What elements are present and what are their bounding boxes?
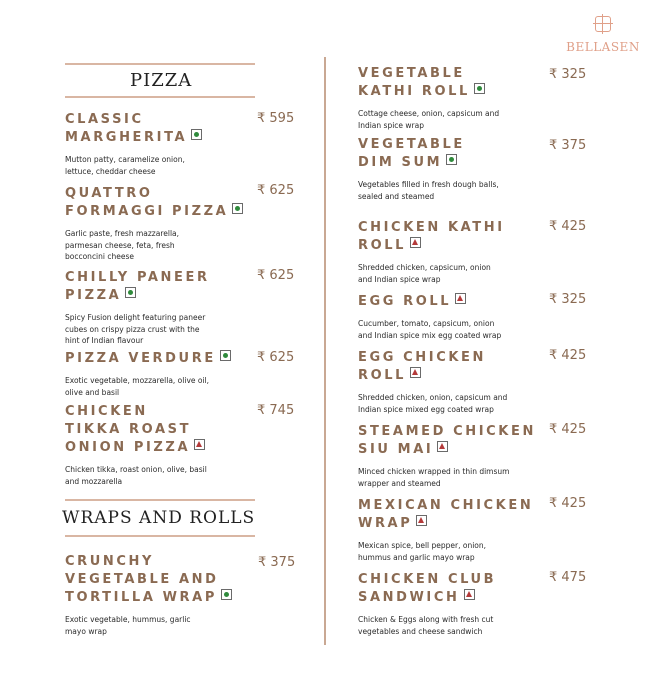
item-description: Shredded chicken, onion, capsicum and Indian spice mixed egg coated wrap: [358, 393, 508, 414]
item-description: Chicken tikka, roast onion, olive, basil and mozzarella: [65, 465, 207, 486]
menu-item-chicken-tikka-roast-onion-pizza: [65, 403, 250, 487]
item-price: ₹ 425: [549, 219, 587, 234]
section-title-pizza: PIZZA: [130, 70, 193, 91]
item-price: ₹ 595: [257, 111, 295, 126]
brand-logo: [563, 14, 643, 54]
item-description: Mexican spice, bell pepper, onion, hummus and garlic mayo wrap: [358, 541, 487, 562]
item-name: CHICKEN CLUB SANDWICH: [358, 572, 497, 605]
item-name: EGG CHICKEN ROLL: [358, 350, 486, 383]
veg-icon: [125, 287, 136, 298]
item-price: ₹ 625: [257, 268, 295, 283]
menu-item-vegetable-kathi-roll: [358, 65, 543, 131]
section-rule-top: [65, 499, 255, 501]
item-name: MEXICAN CHICKEN WRAP: [358, 498, 534, 531]
item-description: Cucumber, tomato, capsicum, onion and Indian spice mix egg coated wrap: [358, 319, 502, 340]
veg-icon: [221, 589, 232, 600]
item-description: Spicy Fusion delight featuring paneer cubes on crispy pizza crust with the hint of Indian flavour: [65, 313, 206, 345]
menu-item-quattro-formaggi: [65, 185, 255, 263]
item-name: CHICKEN TIKKA ROAST ONION PIZZA: [65, 403, 250, 457]
veg-icon: [232, 203, 243, 214]
item-description: Cottage cheese, onion, capsicum and Indian spice wrap: [358, 109, 500, 130]
item-name: CHICKEN KATHI ROLL: [358, 220, 505, 253]
item-description: Mutton patty, caramelize onion, lettuce, cheddar cheese: [65, 155, 185, 176]
veg-icon: [191, 129, 202, 140]
menu-item-egg-chicken-roll: [358, 349, 543, 415]
item-price: ₹ 475: [549, 570, 587, 585]
menu-item-chilly-paneer-pizza: [65, 269, 250, 347]
item-price: ₹ 425: [549, 422, 587, 437]
veg-icon: [220, 350, 231, 361]
menu-item-steamed-chicken-siu-mai: [358, 423, 543, 489]
item-name: CLASSIC MARGHERITA: [65, 111, 250, 147]
menu-item-vegetable-dim-sum: [358, 136, 543, 202]
item-name: QUATTRO FORMAGGI PIZZA: [65, 185, 255, 221]
item-price: ₹ 375: [549, 138, 587, 153]
non-veg-icon: [455, 293, 466, 304]
item-price: ₹ 425: [549, 496, 587, 511]
menu-item-classic-margherita: [65, 111, 250, 177]
item-name: CHILLY PANEER PIZZA: [65, 270, 210, 303]
non-veg-icon: [416, 515, 427, 526]
menu-item-pizza-verdure: [65, 350, 255, 398]
non-veg-icon: [464, 589, 475, 600]
non-veg-icon: [194, 439, 205, 450]
item-description: Exotic vegetable, hummus, garlic mayo wrap: [65, 615, 191, 636]
item-description: Garlic paste, fresh mazzarella, parmesan cheese, feta, fresh bocconcini cheese: [65, 229, 180, 261]
veg-icon: [446, 154, 457, 165]
menu-item-crunchy-vegetable-tortilla-wrap: [65, 553, 255, 637]
item-price: ₹ 325: [549, 67, 587, 82]
item-price: ₹ 745: [257, 403, 295, 418]
item-name: CRUNCHY VEGETABLE AND TORTILLA WRAP: [65, 553, 255, 607]
non-veg-icon: [437, 441, 448, 452]
item-name: STEAMED CHICKEN SIU MAI: [358, 424, 536, 457]
item-description: Shredded chicken, capsicum, onion and Indian spice wrap: [358, 263, 491, 284]
section-rule-top: [65, 63, 255, 65]
item-price: ₹ 625: [257, 350, 295, 365]
item-name: EGG ROLL: [358, 293, 543, 311]
item-name: VEGETABLE DIM SUM: [358, 137, 465, 170]
menu-item-chicken-kathi-roll: [358, 219, 543, 285]
item-price: ₹ 625: [257, 183, 295, 198]
section-title-wraps-and-rolls: WRAPS AND ROLLS: [62, 508, 256, 528]
logo-icon: [593, 14, 613, 34]
item-description: Chicken & Eggs along with fresh cut vegetables and cheese sandwich: [358, 615, 494, 636]
non-veg-icon: [410, 237, 421, 248]
menu-item-egg-roll: [358, 293, 543, 341]
item-description: Minced chicken wrapped in thin dimsum wrapper and steamed: [358, 467, 510, 488]
non-veg-icon: [410, 367, 421, 378]
brand-name: BELLASEN: [566, 40, 640, 54]
menu-item-chicken-club-sandwich: [358, 571, 543, 637]
item-price: ₹ 425: [549, 348, 587, 363]
section-rule-bottom: [65, 96, 255, 98]
item-name: PIZZA VERDURE: [65, 350, 255, 368]
veg-icon: [474, 83, 485, 94]
item-price: ₹ 375: [258, 555, 296, 570]
menu-item-mexican-chicken-wrap: [358, 497, 543, 563]
section-rule-bottom: [65, 535, 255, 537]
item-description: Exotic vegetable, mozzarella, olive oil, olive and basil: [65, 376, 210, 397]
item-description: Vegetables filled in fresh dough balls, sealed and steamed: [358, 180, 499, 201]
item-price: ₹ 325: [549, 292, 587, 307]
item-name: VEGETABLE KATHI ROLL: [358, 65, 543, 101]
column-divider: [324, 57, 326, 645]
